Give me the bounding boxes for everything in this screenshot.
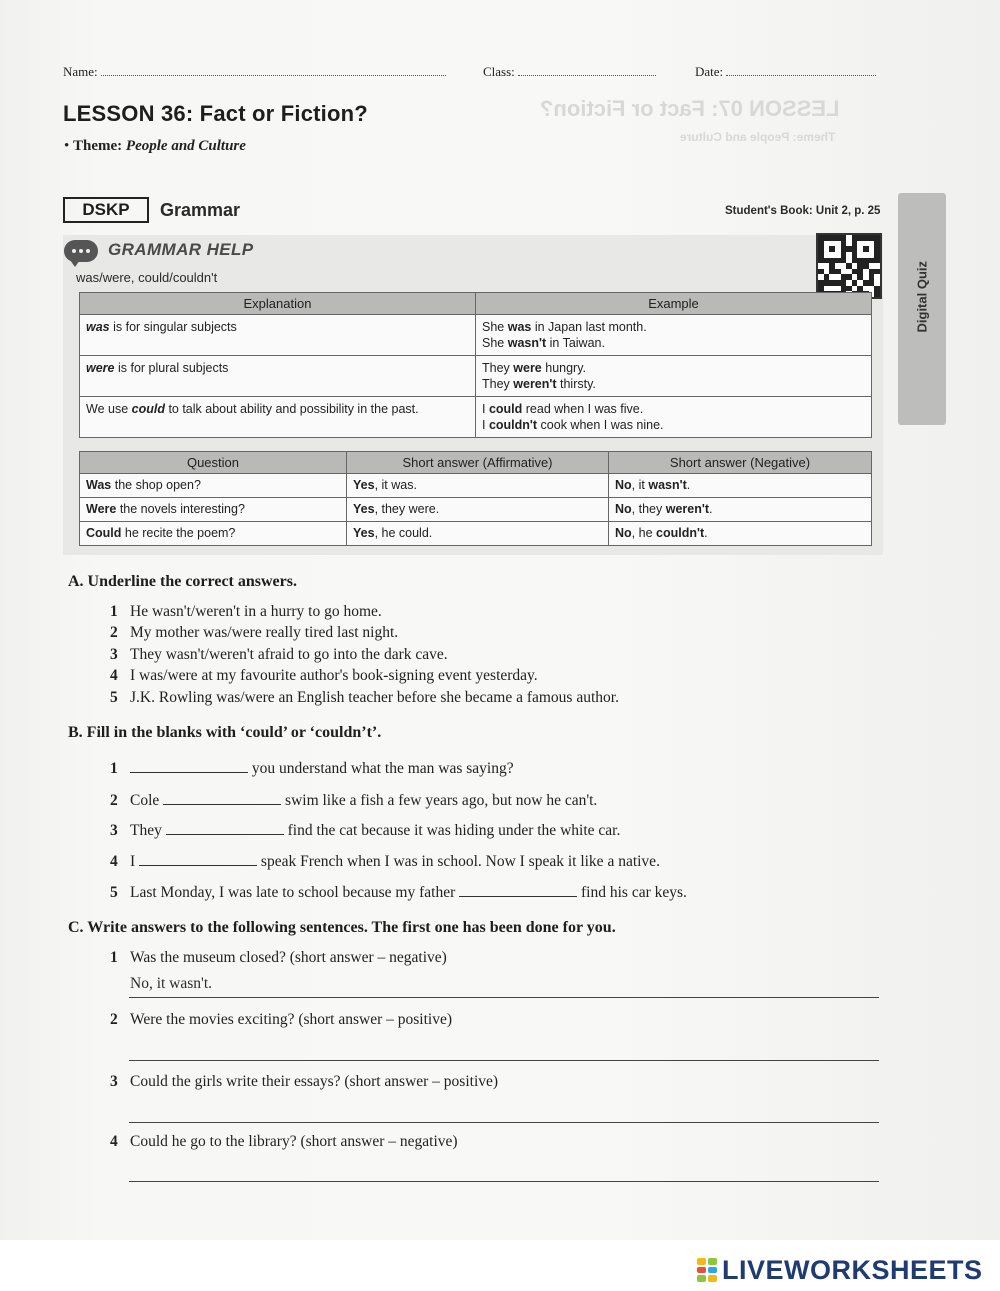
table-row — [80, 315, 872, 356]
theme-value: People and Culture — [125, 138, 246, 154]
digital-quiz-tab[interactable] — [898, 193, 946, 425]
column-header: Short answer (Affirmative) — [347, 452, 609, 474]
table-cell: Yes, he could. — [347, 522, 609, 546]
exercise-c-question: 3 Could the girls write their essays? (short answer – positive) — [110, 1073, 499, 1090]
answer-line-input[interactable] — [129, 1060, 879, 1061]
ghost-title: LESSON 07: Fact or Fiction? — [540, 96, 840, 121]
answer-line-input[interactable] — [129, 1181, 879, 1182]
dskp-badge: DSKP — [63, 197, 149, 223]
theme-label: Theme: — [73, 138, 123, 154]
table-cell: were is for plural subjects — [80, 356, 476, 397]
exercise-b-item: 4 I speak French when I was in school. Now I speak it like a native. — [110, 853, 660, 870]
table-cell: No, he couldn't. — [609, 522, 872, 546]
exercise-a-item[interactable]: 3 They wasn't/weren't afraid to go into the dark cave. — [110, 646, 448, 663]
qr-code-icon[interactable] — [816, 233, 882, 299]
column-header: Short answer (Negative) — [609, 452, 872, 474]
table-cell: Was the shop open? — [80, 474, 347, 498]
exercise-b-item: 2 Cole swim like a fish a few years ago, but now he can't. — [110, 792, 598, 809]
exercise-c-question: 4 Could he go to the library? (short answer – negative) — [110, 1133, 458, 1150]
table-row — [80, 474, 872, 498]
liveworksheets-icon — [697, 1258, 717, 1282]
column-header: Example — [476, 293, 872, 315]
date-field[interactable] — [695, 64, 876, 80]
table-header-row — [80, 452, 872, 474]
class-field[interactable] — [483, 64, 656, 80]
section-a-heading: A. Underline the correct answers. — [68, 573, 297, 590]
fill-blank-input[interactable] — [139, 852, 257, 866]
exercise-c-answer: No, it wasn't. — [130, 975, 213, 992]
grammar-label: Grammar — [160, 200, 241, 220]
table-cell: No, it wasn't. — [609, 474, 872, 498]
table-cell: Were the novels interesting? — [80, 498, 347, 522]
fill-blank-input[interactable] — [163, 791, 281, 805]
table-cell: was is for singular subjects — [80, 315, 476, 356]
name-field[interactable] — [63, 64, 446, 80]
exercise-b-item: 1 you understand what the man was saying? — [110, 760, 514, 777]
students-book-reference: Student's Book: Unit 2, p. 25 — [725, 205, 881, 217]
fill-blank-input[interactable] — [166, 821, 284, 835]
table-cell: No, they weren't. — [609, 498, 872, 522]
section-c-heading: C. Write answers to the following sentences. The first one has been done for you. — [68, 919, 616, 936]
exercise-a-item[interactable]: 4 I was/were at my favourite author's book-signing event yesterday. — [110, 667, 538, 684]
exercise-c-question: 2 Were the movies exciting? (short answer – positive) — [110, 1011, 453, 1028]
fill-blank-input[interactable] — [459, 883, 577, 897]
fill-blank-input[interactable] — [130, 759, 248, 773]
liveworksheets-brand: LIVEWORKSHEETS — [722, 1254, 983, 1285]
table-cell: I could read when I was five. I couldn't cook when I was nine. — [476, 397, 872, 438]
table-header-row — [80, 293, 872, 315]
answer-line-input[interactable] — [129, 997, 879, 998]
table-cell: We use could to talk about ability and possibility in the past. — [80, 397, 476, 438]
answer-line-input[interactable] — [129, 1122, 879, 1123]
grammar-help-subtitle: was/were, could/couldn't — [76, 270, 218, 285]
ghost-line: Theme: People and Culture — [680, 130, 836, 144]
theme-line: • Theme: People and Culture — [64, 138, 246, 154]
exercise-a-item[interactable]: 1 He wasn't/weren't in a hurry to go home. — [110, 603, 382, 620]
table-cell: Could he recite the poem? — [80, 522, 347, 546]
lesson-title: LESSON 36: Fact or Fiction? — [63, 101, 368, 126]
table-cell: She was in Japan last month. She wasn't in Taiwan. — [476, 315, 872, 356]
column-header: Explanation — [80, 293, 476, 315]
exercise-a-item[interactable]: 2 My mother was/were really tired last night. — [110, 624, 399, 641]
table-row — [80, 522, 872, 546]
table-row — [80, 356, 872, 397]
table-cell: Yes, they were. — [347, 498, 609, 522]
class-label: Class: — [483, 64, 515, 79]
speech-bubble-icon — [64, 240, 98, 262]
grammar-table-short-answers — [79, 451, 872, 546]
digital-quiz-label: Digital Quiz — [914, 261, 930, 333]
column-header: Question — [80, 452, 347, 474]
exercise-b-item: 5 Last Monday, I was late to school because my father find his car keys. — [110, 884, 687, 901]
date-label: Date: — [695, 64, 724, 79]
name-label: Name: — [63, 64, 98, 79]
table-row — [80, 397, 872, 438]
table-cell: They were hungry. They weren't thirsty. — [476, 356, 872, 397]
table-cell: Yes, it was. — [347, 474, 609, 498]
exercise-a-item[interactable]: 5 J.K. Rowling was/were an English teacher before she became a famous author. — [110, 689, 619, 706]
grammar-table-was-were — [79, 292, 872, 438]
table-row — [80, 498, 872, 522]
exercise-c-question: 1 Was the museum closed? (short answer – negative) — [110, 949, 447, 966]
section-b-heading: B. Fill in the blanks with ‘could’ or ‘couldn’t’. — [68, 724, 382, 741]
liveworksheets-logo[interactable] — [697, 1255, 983, 1285]
grammar-help-title: GRAMMAR HELP — [108, 240, 254, 259]
exercise-b-item: 3 They find the cat because it was hiding under the white car. — [110, 822, 621, 839]
